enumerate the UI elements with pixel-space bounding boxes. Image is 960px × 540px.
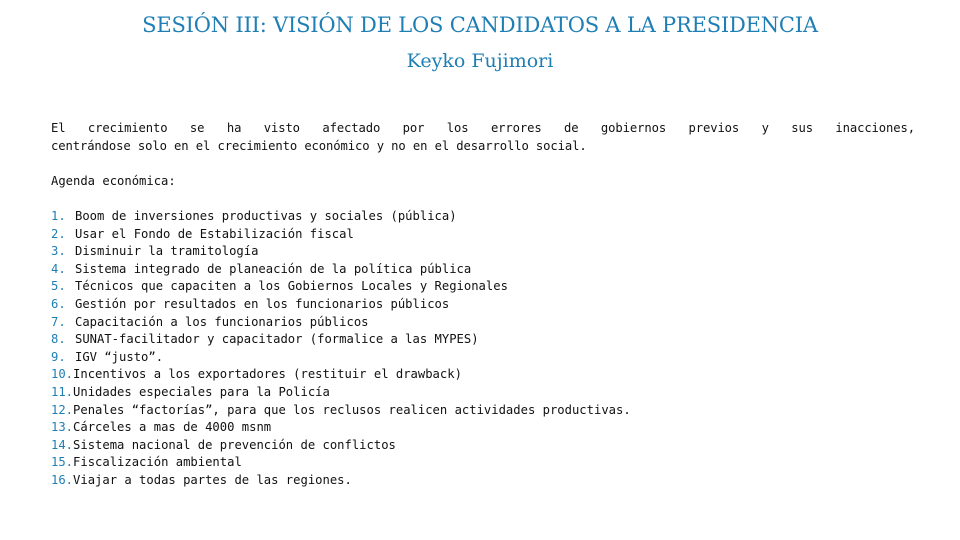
agenda-item-text: SUNAT-facilitador y capacitador (formalice a las MYPES)	[75, 332, 479, 347]
agenda-item-number: 10.	[51, 367, 74, 382]
agenda-item	[51, 454, 915, 472]
intro-paragraph	[51, 120, 915, 155]
agenda-item-number: 6.	[51, 296, 66, 311]
agenda-item	[51, 419, 915, 437]
agenda-item-text: Técnicos que capaciten a los Gobiernos Locales y Regionales	[75, 279, 508, 294]
agenda-item-text: Usar el Fondo de Estabilización fiscal	[75, 226, 354, 241]
agenda-item-number: 14.	[51, 437, 74, 452]
agenda-item	[51, 331, 915, 349]
agenda-item-number: 8.	[51, 332, 66, 347]
agenda-item-text: IGV “justo”.	[75, 349, 164, 364]
agenda-item	[51, 402, 915, 420]
agenda-item	[51, 278, 915, 296]
agenda-item-text: Sistema nacional de prevención de conflictos	[73, 437, 396, 452]
agenda-item-number: 12.	[51, 402, 74, 417]
agenda-item-text: Boom de inversiones productivas y sociales (pública)	[75, 208, 457, 223]
agenda-item-number: 5.	[51, 279, 66, 294]
agenda-item-number: 4.	[51, 261, 66, 276]
agenda-list	[51, 208, 915, 490]
agenda-item-text: Viajar a todas partes de las regiones.	[73, 472, 352, 487]
agenda-item-text: Disminuir la tramitología	[75, 244, 259, 259]
agenda-item-text: Gestión por resultados en los funcionarios públicos	[75, 296, 450, 311]
agenda-item-text: Sistema integrado de planeación de la política pública	[75, 261, 472, 276]
agenda-item-number: 13.	[51, 420, 74, 435]
agenda-item-number: 9.	[51, 349, 66, 364]
agenda-item	[51, 226, 915, 244]
agenda-item-number: 11.	[51, 384, 74, 399]
agenda-item	[51, 314, 915, 332]
agenda-item-text: Penales “factorías”, para que los reclusos realicen actividades productivas.	[73, 402, 631, 417]
agenda-item	[51, 384, 915, 402]
agenda-item	[51, 472, 915, 490]
agenda-item-number: 3.	[51, 244, 66, 259]
agenda-item-text: Cárceles a mas de 4000 msnm	[73, 420, 272, 435]
agenda-item-number: 7.	[51, 314, 66, 329]
slide-title: SESIÓN III: VISIÓN DE LOS CANDIDATOS A LA PRESIDENCIA	[142, 13, 818, 37]
agenda-item-number: 16.	[51, 472, 74, 487]
slide-subtitle: Keyko Fujimori	[406, 50, 554, 72]
agenda-item	[51, 261, 915, 279]
agenda-label: Agenda económica:	[51, 173, 176, 188]
agenda-item	[51, 296, 915, 314]
intro-line: centrándose solo en el crecimiento económico y no en el desarrollo social.	[51, 138, 587, 153]
agenda-item-text: Capacitación a los funcionarios públicos	[75, 314, 369, 329]
agenda-item-text: Incentivos a los exportadores (restituir el drawback)	[73, 367, 462, 382]
agenda-item-text: Unidades especiales para la Policía	[73, 384, 330, 399]
intro-line: El crecimiento se ha visto afectado por los errores de gobiernos previos y sus inacciones,	[51, 121, 915, 135]
agenda-item-number: 2.	[51, 226, 66, 241]
agenda-item	[51, 437, 915, 455]
agenda-item-text: Fiscalización ambiental	[73, 455, 242, 470]
agenda-item-number: 15.	[51, 455, 74, 470]
agenda-item	[51, 366, 915, 384]
agenda-item	[51, 243, 915, 261]
slide-body	[51, 120, 915, 489]
agenda-item	[51, 349, 915, 367]
agenda-item	[51, 208, 915, 226]
agenda-item-number: 1.	[51, 208, 66, 223]
